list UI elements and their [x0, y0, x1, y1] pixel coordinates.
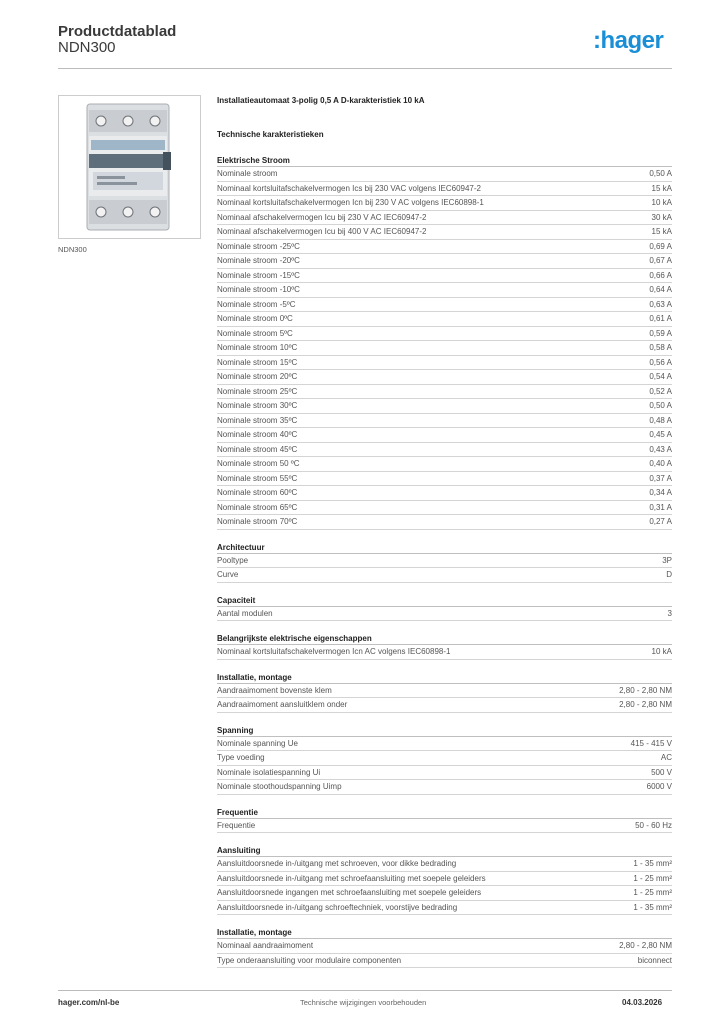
spec-value: 1 - 35 mm²: [633, 859, 672, 868]
spec-value: 0,34 A: [649, 488, 672, 497]
spec-value: 15 kA: [651, 183, 672, 193]
spec-row: [217, 554, 672, 569]
spec-label: Nominale spanning Ue: [217, 738, 298, 748]
spec-section: [217, 725, 672, 795]
spec-section: [217, 542, 672, 583]
spec-value: 6000 V: [646, 782, 672, 791]
spec-row: [217, 370, 672, 385]
section-title: Elektrische Stroom: [217, 155, 672, 167]
spec-row: [217, 385, 672, 400]
spec-row: [217, 645, 672, 660]
page-title: Productdatablad: [58, 23, 177, 40]
spec-row: [217, 472, 672, 487]
spec-row: [217, 698, 672, 713]
spec-row: [217, 886, 672, 901]
spec-row: [217, 254, 672, 269]
spec-row: [217, 225, 672, 240]
spec-label: Nominale stroom 10ºC: [217, 343, 298, 352]
spec-label: Nominale stroom 15ºC: [217, 357, 298, 367]
spec-label: Nominale stroom 40ºC: [217, 430, 298, 439]
spec-label: Nominale stoothoudspanning Uimp: [217, 782, 342, 791]
spec-row: [217, 901, 672, 916]
spec-row: [217, 872, 672, 887]
spec-value: 0,69 A: [649, 241, 672, 251]
spec-value: 3: [667, 608, 672, 618]
spec-row: [217, 568, 672, 583]
spec-value: 0,37 A: [649, 473, 672, 483]
spec-label: Nominale stroom 0ºC: [217, 314, 293, 323]
tech-heading: Technische karakteristieken: [217, 130, 324, 139]
spec-value: 30 kA: [651, 212, 672, 222]
footer-divider: [58, 990, 672, 991]
spec-label: Nominale stroom: [217, 169, 278, 178]
spec-row: [217, 240, 672, 255]
section-title: Belangrijkste elektrische eigenschappen: [217, 633, 672, 645]
spec-row: [217, 819, 672, 834]
spec-label: Nominale stroom 25ºC: [217, 386, 298, 396]
spec-value: 50 - 60 Hz: [635, 820, 672, 830]
spec-row: [217, 457, 672, 472]
spec-value: 0,58 A: [649, 343, 672, 352]
spec-value: 2,80 - 2,80 NM: [619, 941, 672, 950]
spec-row: [217, 684, 672, 699]
spec-label: Aandraaimoment aansluitklem onder: [217, 700, 348, 709]
spec-label: Nominale stroom -20ºC: [217, 256, 300, 265]
spec-label: Nominale stroom 30ºC: [217, 401, 298, 410]
section-title: Aansluiting: [217, 845, 672, 857]
spec-section: [217, 672, 672, 713]
spec-row: [217, 167, 672, 182]
spec-row: [217, 399, 672, 414]
spec-label: Nominale stroom 55ºC: [217, 473, 298, 483]
spec-value: 3P: [662, 555, 672, 565]
spec-row: [217, 766, 672, 781]
spec-label: Pooltype: [217, 555, 249, 565]
spec-section: [217, 845, 672, 915]
spec-row: [217, 428, 672, 443]
product-image: [58, 95, 201, 239]
spec-label: Nominale stroom 20ºC: [217, 372, 298, 381]
spec-row: [217, 443, 672, 458]
spec-row: [217, 737, 672, 752]
spec-label: Aandraaimoment bovenste klem: [217, 685, 332, 695]
footer-website: hager.com/nl-be: [58, 998, 120, 1007]
spec-value: 500 V: [651, 767, 672, 777]
spec-value: 0,45 A: [649, 430, 672, 439]
spec-row: [217, 780, 672, 795]
spec-value: 415 - 415 V: [630, 738, 672, 748]
spec-label: Nominale stroom 70ºC: [217, 517, 298, 526]
section-title: Installatie, montage: [217, 927, 672, 939]
section-title: Capaciteit: [217, 595, 672, 607]
spec-value: 0,50 A: [649, 401, 672, 410]
spec-value: 0,54 A: [649, 372, 672, 381]
spec-label: Nominale stroom 60ºC: [217, 488, 298, 497]
product-image-caption: NDN300: [58, 245, 87, 254]
spec-label: Nominaal kortsluitafschakelvermogen Ics bij 230 VAC volgens IEC60947-2: [217, 183, 481, 193]
spec-label: Nominale stroom -5ºC: [217, 299, 296, 309]
spec-row: [217, 298, 672, 313]
spec-sections: [217, 155, 672, 968]
product-description: Installatieautomaat 3-polig 0,5 A D-karakteristiek 10 kA: [217, 96, 425, 105]
spec-label: Nominale stroom 45ºC: [217, 444, 298, 454]
spec-value: 0,31 A: [649, 502, 672, 512]
spec-label: Nominaal aandraaimoment: [217, 941, 314, 950]
spec-label: Nominaal afschakelvermogen Icu bij 400 V AC IEC60947-2: [217, 227, 427, 236]
section-title: Installatie, montage: [217, 672, 672, 684]
spec-value: 10 kA: [651, 198, 672, 207]
spec-row: [217, 751, 672, 766]
spec-section: [217, 807, 672, 834]
spec-row: [217, 196, 672, 211]
spec-value: 0,61 A: [649, 314, 672, 323]
spec-row: [217, 283, 672, 298]
spec-value: 0,66 A: [649, 270, 672, 280]
circuit-breaker-icon: [59, 96, 200, 238]
spec-row: [217, 939, 672, 954]
spec-label: Nominale stroom 5ºC: [217, 328, 293, 338]
spec-label: Curve: [217, 570, 239, 579]
spec-value: 0,56 A: [649, 357, 672, 367]
spec-row: [217, 341, 672, 356]
spec-row: [217, 857, 672, 872]
section-title: Spanning: [217, 725, 672, 737]
spec-row: [217, 954, 672, 969]
spec-label: Type onderaansluiting voor modulaire componenten: [217, 955, 402, 965]
spec-row: [217, 501, 672, 516]
spec-value: 0,63 A: [649, 299, 672, 309]
spec-row: [217, 356, 672, 371]
spec-row: [217, 312, 672, 327]
spec-value: 0,43 A: [649, 444, 672, 454]
spec-label: Nominale isolatiespanning Ui: [217, 767, 321, 777]
spec-value: 0,40 A: [649, 459, 672, 468]
spec-section: [217, 595, 672, 622]
spec-label: Nominale stroom 50 ºC: [217, 459, 300, 468]
spec-value: biconnect: [637, 955, 672, 965]
hager-logo: :hager: [593, 27, 664, 54]
spec-value: 0,48 A: [649, 415, 672, 425]
spec-label: Aansluitdoorsnede in-/uitgang met schroefaansluiting met soepele geleiders: [217, 873, 486, 883]
footer-disclaimer: Technische wijzigingen voorbehouden: [300, 998, 427, 1007]
header-divider: [58, 68, 672, 69]
spec-content: [217, 96, 672, 968]
spec-label: Aansluitdoorsnede in-/uitgang schroeftechniek, voorstijve bedrading: [217, 902, 458, 912]
spec-value: 2,80 - 2,80 NM: [619, 685, 672, 695]
spec-section: [217, 155, 672, 530]
spec-value: 10 kA: [651, 647, 672, 656]
spec-label: Nominale stroom 35ºC: [217, 415, 298, 425]
spec-section: [217, 927, 672, 968]
product-code: NDN300: [58, 39, 116, 56]
spec-label: Nominale stroom -10ºC: [217, 285, 300, 294]
spec-value: 0,64 A: [649, 285, 672, 294]
spec-value: 0,27 A: [649, 517, 672, 526]
spec-value: 15 kA: [651, 227, 672, 236]
spec-row: [217, 607, 672, 622]
spec-value: 1 - 25 mm²: [633, 873, 672, 883]
section-title: Architectuur: [217, 542, 672, 554]
spec-label: Type voeding: [217, 753, 265, 762]
spec-label: Nominale stroom -25ºC: [217, 241, 300, 251]
spec-row: [217, 327, 672, 342]
spec-row: [217, 515, 672, 530]
spec-row: [217, 211, 672, 226]
spec-row: [217, 486, 672, 501]
spec-section: [217, 633, 672, 660]
spec-value: D: [666, 570, 672, 579]
spec-value: 0,52 A: [649, 386, 672, 396]
section-title: Frequentie: [217, 807, 672, 819]
spec-label: Aansluitdoorsnede in-/uitgang met schroeven, voor dikke bedrading: [217, 859, 457, 868]
spec-value: 1 - 25 mm²: [633, 888, 672, 897]
spec-value: AC: [660, 753, 672, 762]
spec-label: Nominale stroom 65ºC: [217, 502, 298, 512]
spec-label: Nominaal kortsluitafschakelvermogen Icn bij 230 V AC volgens IEC60898-1: [217, 198, 484, 207]
footer-date: 04.03.2026: [622, 998, 663, 1007]
spec-value: 0,59 A: [649, 328, 672, 338]
spec-row: [217, 414, 672, 429]
spec-value: 0,67 A: [649, 256, 672, 265]
spec-label: Nominaal afschakelvermogen Icu bij 230 V AC IEC60947-2: [217, 212, 427, 222]
spec-label: Nominale stroom -15ºC: [217, 270, 300, 280]
spec-row: [217, 269, 672, 284]
spec-label: Aantal modulen: [217, 608, 273, 618]
spec-value: 0,50 A: [649, 169, 672, 178]
spec-label: Nominaal kortsluitafschakelvermogen Icn AC volgens IEC60898-1: [217, 647, 451, 656]
spec-label: Aansluitdoorsnede ingangen met schroefaansluiting met soepele geleiders: [217, 888, 482, 897]
spec-row: [217, 182, 672, 197]
spec-label: Frequentie: [217, 820, 256, 830]
spec-value: 2,80 - 2,80 NM: [619, 700, 672, 709]
spec-value: 1 - 35 mm²: [633, 902, 672, 912]
